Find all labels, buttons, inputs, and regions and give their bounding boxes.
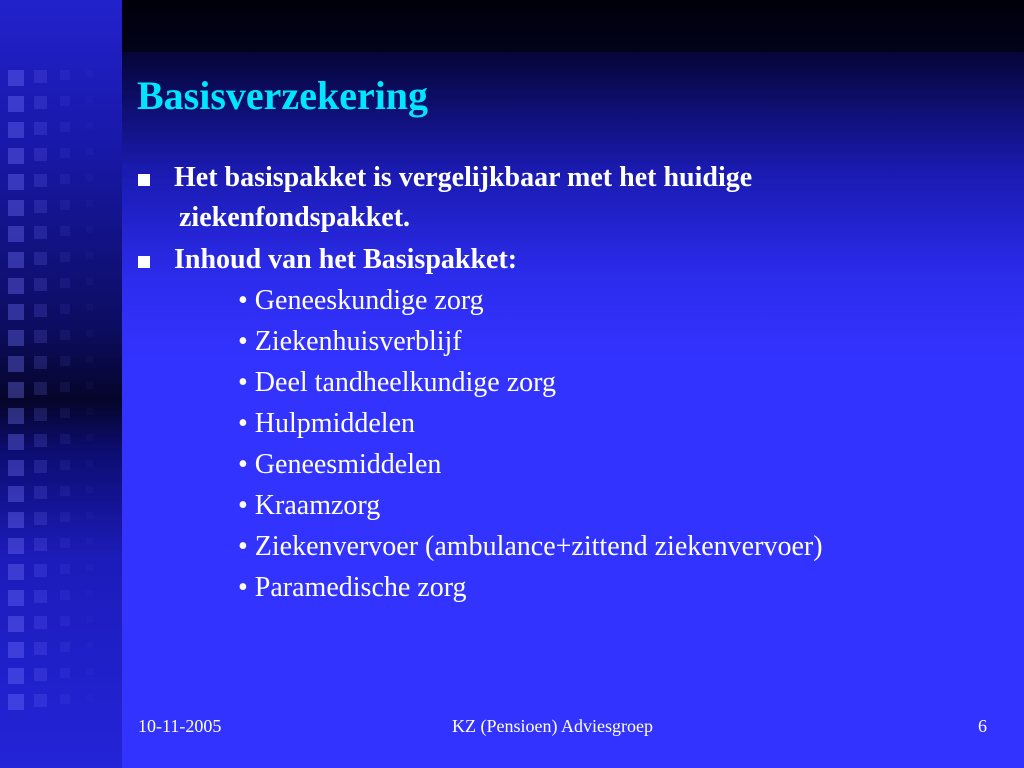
list-item: • Geneeskundige zorg <box>238 285 484 316</box>
sidebar-square <box>60 590 70 600</box>
sidebar-square <box>86 330 93 337</box>
sidebar-square <box>60 304 70 314</box>
sidebar-square <box>8 486 24 502</box>
sidebar-square <box>86 70 93 77</box>
sidebar-square <box>34 616 47 629</box>
list-item: • Ziekenhuisverblijf <box>238 326 462 357</box>
sidebar-square <box>34 512 47 525</box>
sidebar-square <box>34 252 47 265</box>
sidebar-square <box>86 174 93 181</box>
sidebar-square <box>60 96 70 106</box>
sidebar-square <box>86 616 93 623</box>
sidebar-square <box>8 252 24 268</box>
sidebar-square <box>8 408 24 424</box>
sidebar-square <box>8 356 24 372</box>
sidebar-square <box>60 174 70 184</box>
sidebar-square <box>8 304 24 320</box>
sidebar-square <box>86 226 93 233</box>
sidebar-square <box>60 486 70 496</box>
sidebar-square <box>86 408 93 415</box>
sidebar-square <box>34 278 47 291</box>
sidebar-square <box>8 382 24 398</box>
sidebar-square <box>60 278 70 288</box>
slide-title: Basisverzekering <box>137 73 429 118</box>
sidebar-square <box>34 564 47 577</box>
sidebar-square <box>60 694 70 704</box>
sidebar-square <box>86 278 93 285</box>
sidebar-square <box>60 564 70 574</box>
sidebar-square <box>8 564 24 580</box>
sidebar-square <box>8 538 24 554</box>
bullet-1-line-2: ziekenfondspakket. <box>179 202 411 233</box>
sidebar-square <box>8 96 24 112</box>
sidebar-square <box>86 122 93 129</box>
sidebar-square <box>8 200 24 216</box>
sidebar-square <box>60 434 70 444</box>
sidebar-square <box>60 642 70 652</box>
basispakket-list <box>238 280 823 608</box>
sidebar-square <box>60 668 70 678</box>
sidebar-square <box>60 408 70 418</box>
sidebar-square <box>86 642 93 649</box>
sidebar-square <box>8 460 24 476</box>
sidebar-square <box>60 460 70 470</box>
sidebar-square <box>60 616 70 626</box>
sidebar-square <box>86 564 93 571</box>
sidebar-square <box>34 330 47 343</box>
sidebar-square <box>34 304 47 317</box>
sidebar-square <box>34 122 47 135</box>
sidebar-square <box>8 122 24 138</box>
footer-page-number: 6 <box>978 716 987 736</box>
list-item: • Paramedische zorg <box>238 572 467 603</box>
sidebar-square <box>34 226 47 239</box>
footer-center-text: KZ (Pensioen) Adviesgroep <box>452 716 653 736</box>
sidebar-square <box>86 96 93 103</box>
sidebar-square <box>34 356 47 369</box>
sidebar-square <box>8 668 24 684</box>
sidebar-square <box>86 382 93 389</box>
sidebar-square <box>8 70 24 86</box>
sidebar-square <box>86 356 93 363</box>
sidebar-square <box>34 148 47 161</box>
sidebar-square <box>86 512 93 519</box>
sidebar-square <box>8 148 24 164</box>
sidebar-square <box>86 590 93 597</box>
sidebar-square <box>86 486 93 493</box>
sidebar-squares-pattern <box>0 0 122 768</box>
list-item: • Geneesmiddelen <box>238 449 442 480</box>
sidebar-square <box>8 174 24 190</box>
sidebar-square <box>34 200 47 213</box>
sidebar-square <box>60 252 70 262</box>
sidebar-square <box>60 330 70 340</box>
square-bullet-icon <box>138 174 150 186</box>
list-item: • Ziekenvervoer (ambulance+zittend ziekenvervoer) <box>238 531 823 562</box>
top-band <box>122 0 1024 52</box>
sidebar-square <box>34 408 47 421</box>
sidebar-square <box>34 96 47 109</box>
sidebar-square <box>86 148 93 155</box>
sidebar-square <box>8 434 24 450</box>
sidebar-square <box>34 694 47 707</box>
sidebar-square <box>8 616 24 632</box>
sidebar-square <box>60 356 70 366</box>
sidebar-square <box>8 330 24 346</box>
sidebar-square <box>60 226 70 236</box>
sidebar-square <box>34 590 47 603</box>
sidebar-square <box>34 70 47 83</box>
sidebar-square <box>8 642 24 658</box>
sidebar-square <box>8 512 24 528</box>
sidebar-square <box>86 668 93 675</box>
sidebar-square <box>86 252 93 259</box>
square-bullet-icon <box>138 256 150 268</box>
footer-date: 10-11-2005 <box>138 716 222 736</box>
sidebar-square <box>8 226 24 242</box>
list-item: • Hulpmiddelen <box>238 408 415 439</box>
sidebar-square <box>34 486 47 499</box>
sidebar-square <box>34 174 47 187</box>
sidebar-square <box>60 70 70 80</box>
sidebar-square <box>8 590 24 606</box>
sidebar-square <box>34 538 47 551</box>
sidebar-square <box>34 460 47 473</box>
sidebar-square <box>34 668 47 681</box>
sidebar-square <box>8 694 24 710</box>
sidebar-square <box>86 304 93 311</box>
bullet-1-line-1: Het basispakket is vergelijkbaar met het huidige <box>174 162 753 193</box>
sidebar-decoration <box>0 0 122 768</box>
sidebar-square <box>60 512 70 522</box>
sidebar-square <box>60 200 70 210</box>
sidebar-square <box>60 382 70 392</box>
sidebar-square <box>34 382 47 395</box>
sidebar-square <box>60 538 70 548</box>
bullet-2-line-1: Inhoud van het Basispakket: <box>174 244 518 275</box>
sidebar-square <box>86 200 93 207</box>
sidebar-square <box>34 642 47 655</box>
sidebar-square <box>86 538 93 545</box>
sidebar-square <box>86 460 93 467</box>
sidebar-square <box>86 694 93 701</box>
sidebar-square <box>8 278 24 294</box>
sidebar-square <box>34 434 47 447</box>
sidebar-square <box>86 434 93 441</box>
sidebar-square <box>60 148 70 158</box>
list-item: • Deel tandheelkundige zorg <box>238 367 556 398</box>
sidebar-square <box>60 122 70 132</box>
list-item: • Kraamzorg <box>238 490 381 521</box>
